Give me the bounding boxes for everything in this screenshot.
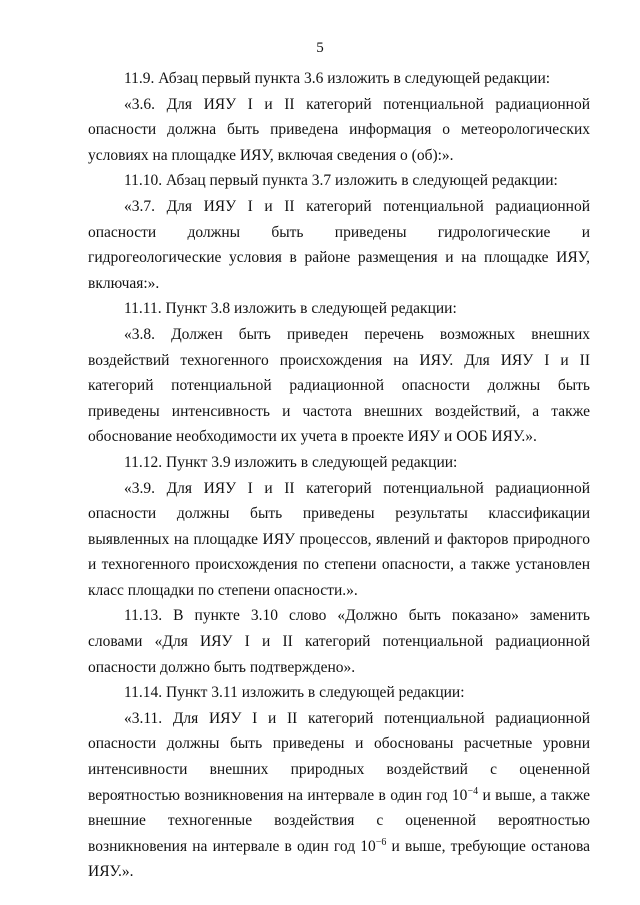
paragraph-text: «3.11. Для ИЯУ I и II категорий потенциальной радиационной опасности должны быть приведены и обоснованы расчетные уровни интенсивности внешних природных воздействий с оцененной вероятностью возникновения на интервале в один год 10 — [88, 709, 590, 804]
paragraph: 11.9. Абзац первый пункта 3.6 изложить в следующей редакции: — [124, 70, 551, 87]
paragraph-text: и выше, а также внешние техногенные воздействия с оцененной вероятностью возникновения на интервале в один год 10 — [88, 786, 590, 855]
paragraph: 11.11. Пункт 3.8 изложить в следующей редакции: — [124, 300, 457, 318]
paragraph: «3.7. Для ИЯУ I и II категорий потенциальной радиационной опасности должны быть приведены гидрологические и гидрогеологические условия в районе размещения и на площадке ИЯУ, включая:». — [88, 197, 590, 292]
paragraph: «3.6. Для ИЯУ I и II категорий потенциальной радиационной опасности должна быть приведена информация о метеорологических условиях на площадке ИЯУ, включая сведения о (об):». — [88, 95, 590, 164]
paragraph-text: и выше, требующие останова ИЯУ.». — [88, 837, 590, 881]
paragraph: «3.9. Для ИЯУ I и II категорий потенциальной радиационной опасности должны быть приведены результаты классификации выявленных на площадке ИЯУ процессов, явлений и факторов природного и техногенного происхождения по степени опасности, а также установлен класс площадки по степени опасности.». — [88, 479, 590, 599]
paragraph: 11.10. Абзац первый пункта 3.7 изложить в следующей редакции: — [124, 172, 558, 190]
paragraph: «3.8. Должен быть приведен перечень возможных внешних воздействий техногенного происхождения на ИЯУ. Для ИЯУ I и II категорий потенциальной радиационной опасности должны быть приведены интенсивность и частота внешних воздействий, а также обоснование необходимости их учета в проекте ИЯУ и ООБ ИЯУ.». — [88, 325, 590, 446]
document-body — [88, 66, 590, 885]
exponent: −4 — [467, 785, 479, 797]
exponent: −6 — [375, 836, 387, 848]
paragraph: 11.14. Пункт 3.11 изложить в следующей редакции: — [124, 684, 465, 702]
paragraph: 11.12. Пункт 3.9 изложить в следующей редакции: — [124, 453, 458, 471]
paragraph-with-exponents — [88, 706, 590, 885]
page-number: 5 — [316, 40, 324, 56]
paragraph: 11.13. В пункте 3.10 слово «Должно быть показано» заменить словами «Для ИЯУ I и II категорий потенциальной радиационной опасности должно быть подтверждено». — [88, 607, 590, 676]
